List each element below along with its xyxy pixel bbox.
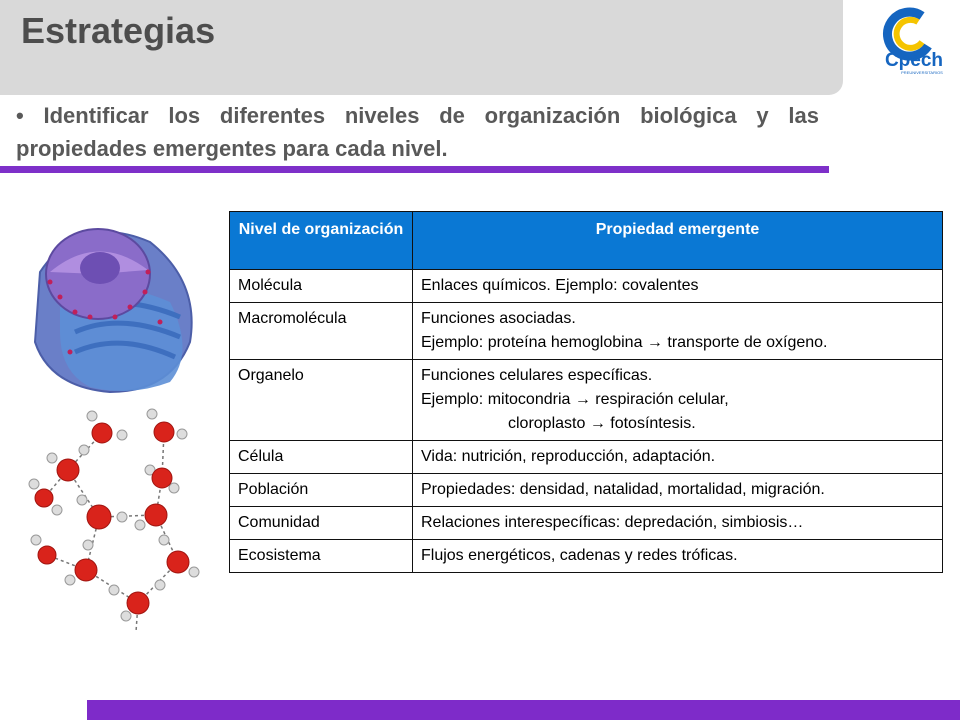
table-row <box>230 474 943 507</box>
property-cell <box>413 441 943 474</box>
property-cell <box>413 540 943 573</box>
cpech-logo <box>878 6 950 76</box>
property-line: Funciones celulares específicas. <box>421 367 653 384</box>
property-cell <box>413 270 943 303</box>
table-header-row <box>230 212 943 270</box>
property-line: Propiedades: densidad, natalidad, mortalidad, migración. <box>421 481 825 498</box>
property-line: Relaciones interespecíficas: depredación, simbiosis… <box>421 514 804 531</box>
level-cell: Molécula <box>230 270 413 303</box>
cell-nucleus-illustration <box>20 212 200 402</box>
property-line: Ejemplo: proteína hemoglobina → transporte de oxígeno. <box>421 334 828 351</box>
table-row <box>230 360 943 441</box>
property-line: Enlaces químicos. Ejemplo: covalentes <box>421 277 699 294</box>
property-line: cloroplasto → fotosíntesis. <box>508 415 696 432</box>
property-line: Vida: nutrición, reproducción, adaptación. <box>421 448 716 465</box>
level-cell: Célula <box>230 441 413 474</box>
organization-levels-table <box>229 211 943 573</box>
bullet-marker: • <box>16 103 24 128</box>
level-cell: Organelo <box>230 360 413 441</box>
property-line: Ejemplo: mitocondria → respiración celular, <box>421 391 729 408</box>
table-row <box>230 540 943 573</box>
header-property: Propiedad emergente <box>413 212 943 270</box>
level-cell: Ecosistema <box>230 540 413 573</box>
property-line: Flujos energéticos, cadenas y redes tróficas. <box>421 547 738 564</box>
header-divider <box>0 166 829 173</box>
property-cell <box>413 474 943 507</box>
table-row <box>230 270 943 303</box>
property-cell <box>413 360 943 441</box>
level-cell: Macromolécula <box>230 303 413 360</box>
logo-subtext: PREUNIVERSITARIOS <box>901 70 943 75</box>
property-line: Funciones asociadas. <box>421 310 576 327</box>
level-cell: Población <box>230 474 413 507</box>
objective-text: Identificar los diferentes niveles de organización biológica y las propiedades emergentes para cada nivel. <box>16 103 819 161</box>
slide-title: Estrategias <box>21 10 216 51</box>
property-line-indented <box>421 412 934 436</box>
header-level: Nivel de organización <box>230 212 413 270</box>
objective-bullet <box>16 99 819 165</box>
table-row <box>230 507 943 540</box>
property-cell <box>413 303 943 360</box>
level-cell: Comunidad <box>230 507 413 540</box>
footer-bar <box>87 700 960 720</box>
table-row <box>230 441 943 474</box>
logo-text: Cpech <box>884 50 944 71</box>
property-cell <box>413 507 943 540</box>
title-bar <box>0 0 843 95</box>
table-row <box>230 303 943 360</box>
water-molecules-illustration <box>22 400 218 640</box>
